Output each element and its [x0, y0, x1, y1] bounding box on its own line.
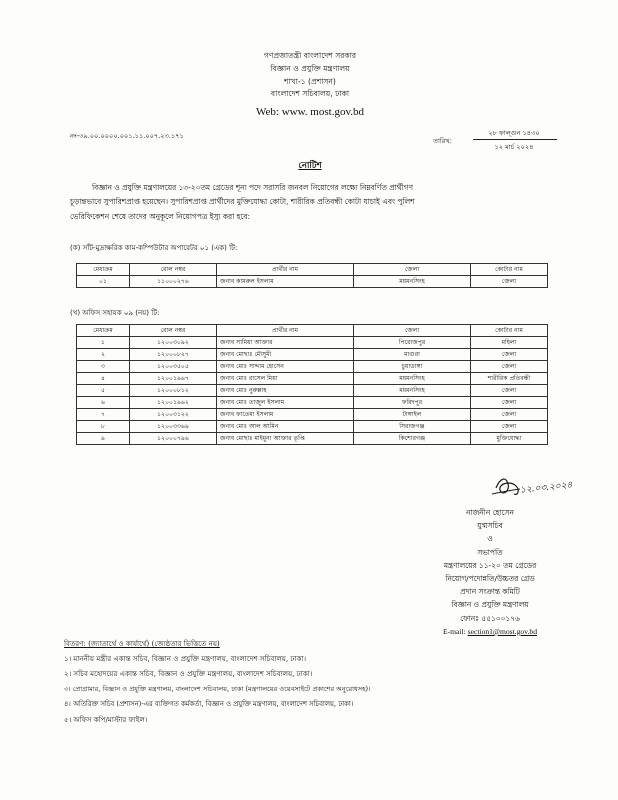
cell-roll: ১২০০৩৫০৫	[130, 361, 217, 373]
body-line-2: চূড়ান্তভাবে সুপারিশপ্রাপ্ত হয়েছেন। সুপারিশপ্রাপ্ত প্রার্থীদের মুক্তিযোদ্ধা কোটা, শারীরিক প্রতিবন্ধী কোটা যাচাই এবং পুলিশ	[70, 197, 415, 207]
cell-district: ময়মনসিংহ	[354, 276, 471, 288]
signatory-ministry: বিজ্ঞান ও প্রযুক্তি মন্ত্রণালয়	[451, 600, 529, 610]
distribution-item: ১। মাননীয় মন্ত্রীর একান্ত সচিব, বিজ্ঞান ও প্রযুক্তি মন্ত্রণালয়, বাংলাদেশ সচিবালয়, ঢাকা।	[64, 654, 307, 664]
cell-merit: ৮	[77, 421, 130, 433]
col-roll: রোল নম্বর	[130, 264, 217, 276]
cell-roll: ১১০০০২৭৬	[130, 276, 217, 288]
cell-roll: ১২০০১৯৬৭	[130, 373, 217, 385]
cell-quota: জেলা	[471, 361, 548, 373]
cell-quota: জেলা	[471, 409, 548, 421]
cell-roll: ১২০০৩৩৬৯	[130, 421, 217, 433]
cell-district: ময়মনসিংহ	[354, 385, 471, 397]
cell-quota: জেলা	[471, 276, 548, 288]
signatory-block	[400, 506, 580, 638]
email-label: E-mail:	[442, 626, 468, 636]
section-b-table	[76, 324, 548, 445]
notice-title: নোটিশ	[298, 161, 322, 171]
cell-district: টাঙ্গাইল	[354, 409, 471, 421]
distribution-item: ৪। অতিরিক্ত সচিব (প্রশাসন)-এর ব্যক্তিগত কর্মকর্তা, বিজ্ঞান ও প্রযুক্তি মন্ত্রণালয়, বাংলাদেশ সচিবালয়, ঢাকা।	[64, 699, 354, 708]
signatory-and: ও	[487, 534, 493, 544]
section-b-heading: (খ) অফিস সহায়ক ০৯ (নয়) টি:	[70, 309, 160, 317]
cell-roll: ১২০০০৮১২	[130, 385, 217, 397]
cell-quota: জেলা	[471, 421, 548, 433]
distribution-item: ৫। অফিস কপি/মাস্টার ফাইল।	[64, 715, 148, 725]
table-row	[77, 421, 548, 433]
distribution-item: ২। সচিব মহোদয়ের একান্ত সচিব, বিজ্ঞান ও প্রযুক্তি মন্ত্রণালয়, বাংলাদেশ সচিবালয়, ঢাকা।	[64, 669, 313, 679]
cell-name: জনাব মোঃ রাসেল মিয়া	[217, 373, 354, 385]
website-link[interactable]: Web: www. most.gov.bd	[256, 106, 364, 118]
body-line-1: বিজ্ঞান ও প্রযুক্তি মন্ত্রণালয়ের ১৩-২০তম গ্রেডের শূন্য পদে সরাসরি জনবল নিয়োগের লক্ষ্যে নিম্নবর্ণিত প্রার্থীগণ	[92, 183, 413, 192]
date-divider	[473, 139, 557, 140]
cell-name: জনাব সামিয়া আক্তার	[217, 337, 354, 349]
cell-name: জনাব কামরুল ইসলাম	[217, 276, 354, 288]
cell-name: জনাব মোঃ তাজুল ইসলাম	[217, 397, 354, 409]
col-name: প্রার্থীর নাম	[217, 264, 354, 276]
committee-line-1: মন্ত্রণালয়ের ১১-২০ তম গ্রেডের	[443, 560, 537, 570]
body-line-3: ভেরিফিকেশন শেষে তাদের অনুকূলে নিয়োগপত্র ইস্যু করা হবে:	[70, 211, 251, 221]
table-header-row	[77, 325, 548, 337]
cell-merit: ৭	[77, 409, 130, 421]
col-name: প্রার্থীর নাম	[217, 325, 354, 337]
col-district: জেলা	[354, 325, 471, 337]
date-english: ১২ মার্চ ২০২৪	[494, 143, 534, 151]
cell-merit: ৩	[77, 361, 130, 373]
office-address: বাংলাদেশ সচিবালয়, ঢাকা	[270, 89, 350, 99]
cell-quota: মহিলা	[471, 337, 548, 349]
cell-name: জনাব মোঃ সাদ্দাম হোসেন	[217, 361, 354, 373]
cell-merit: ০১	[77, 276, 130, 288]
cell-name: জনাব মোঃ নুরুল্লাহ	[217, 385, 354, 397]
letterhead	[180, 50, 440, 101]
cell-quota: মুক্তিযোদ্ধা	[471, 433, 548, 445]
distribution-item: ৩। প্রোগ্রামার, বিজ্ঞান ও প্রযুক্তি মন্ত্রণালয়, বাংলাদেশ সচিবালয়, ঢাকা (মন্ত্রণালয়ের ওয়েবসাইটে প্রকাশের অনুরোধসহ)।	[64, 684, 371, 693]
distribution-heading: বিতরণ: (জ্যাতার্থে ও কার্যার্থে) (জ্যেষ্ঠতার ভিত্তিতে নয়)	[64, 639, 220, 648]
cell-name: জনাব মোছাঃ মাইমুনা আক্তার তৃপ্তি	[217, 433, 354, 445]
section-a-table	[76, 263, 548, 288]
committee-line-2: নিয়োগ/পদোন্নতি/উচ্চতর গ্রেড	[445, 574, 535, 584]
table-header-row	[77, 264, 548, 276]
distribution-list	[64, 636, 584, 727]
table-row	[77, 349, 548, 361]
col-roll: রোল নম্বর	[130, 325, 217, 337]
table-row	[77, 385, 548, 397]
cell-roll: ১২০০১৯৬২	[130, 397, 217, 409]
cell-quota: জেলা	[471, 349, 548, 361]
signatory-role: সভাপতি	[477, 547, 503, 557]
col-quota: কোটার নাম	[471, 264, 548, 276]
cell-roll: ১২০০০৮২৭	[130, 349, 217, 361]
table-row	[77, 361, 548, 373]
memo-number: নং-৩৯.০০.০০০০.০০১.১১.০০৭.২৩.১৭১	[70, 132, 184, 140]
cell-merit: ৪	[77, 373, 130, 385]
cell-merit: ৯	[77, 433, 130, 445]
signatory-phone: ফোনঃ ৫৫১০০১৭৬	[460, 613, 520, 623]
table-row	[77, 433, 548, 445]
cell-roll: ১২০০০৭৯৬	[130, 433, 217, 445]
table-row	[77, 409, 548, 421]
date-label: তারিখ:	[433, 137, 452, 145]
table-row	[77, 276, 548, 288]
cell-merit: ১	[77, 337, 130, 349]
committee-line-3: প্রদান সংক্রান্ত কমিটি	[460, 587, 520, 597]
table-row	[77, 397, 548, 409]
table-row	[77, 337, 548, 349]
cell-quota: জেলা	[471, 397, 548, 409]
cell-merit: ৬	[77, 397, 130, 409]
cell-district: পিরোজপুর	[354, 337, 471, 349]
section-a-heading: (ক) সাঁট-মুদ্রাক্ষরিক কাম-কম্পিউটার অপারেটর ০১ (এক) টি:	[70, 244, 238, 252]
cell-district: মাগুরা	[354, 349, 471, 361]
cell-district: সিরাজগঞ্জ	[354, 421, 471, 433]
cell-quota: শারীরিক প্রতিবন্ধী	[471, 373, 548, 385]
cell-merit: ৫	[77, 385, 130, 397]
cell-name: জনাব মোঃ আল আমিন	[217, 421, 354, 433]
branch-name: শাখা-১ (প্রশাসন)	[284, 76, 336, 86]
notice-body	[70, 181, 570, 224]
cell-district: কিশোরগঞ্জ	[354, 433, 471, 445]
table-row	[77, 373, 548, 385]
signature-date: ১২.০৩.২০২৪	[519, 480, 573, 496]
cell-merit: ২	[77, 349, 130, 361]
signatory-designation: যুগ্মসচিব	[477, 521, 503, 531]
ministry-name: বিজ্ঞান ও প্রযুক্তি মন্ত্রণালয়	[270, 63, 350, 73]
col-merit: মেধাক্রম	[77, 264, 130, 276]
col-district: জেলা	[354, 264, 471, 276]
cell-quota: জেলা	[471, 385, 548, 397]
signatory-name: নাজনীন হোসেন	[466, 508, 514, 517]
cell-roll: ১২০০৩১২২	[130, 409, 217, 421]
cell-roll: ১২০০৩০৯২	[130, 337, 217, 349]
col-merit: মেধাক্রম	[77, 325, 130, 337]
cell-name: জনাব মোছাঃ মৌসুমী	[217, 349, 354, 361]
cell-district: ময়মনসিংহ	[354, 373, 471, 385]
date-bangla: ২৮ ফাল্গুন ১৪৩০	[488, 129, 540, 137]
col-quota: কোটার নাম	[471, 325, 548, 337]
cell-district: চুয়াডাঙ্গা	[354, 361, 471, 373]
cell-name: জনাব ফাতেমা ইসলাম	[217, 409, 354, 421]
cell-district: ফরিদপুর	[354, 397, 471, 409]
email-link[interactable]: section1@most.gov.bd	[467, 626, 538, 636]
govt-name: গণপ্রজাতন্ত্রী বাংলাদেশ সরকার	[263, 51, 357, 60]
